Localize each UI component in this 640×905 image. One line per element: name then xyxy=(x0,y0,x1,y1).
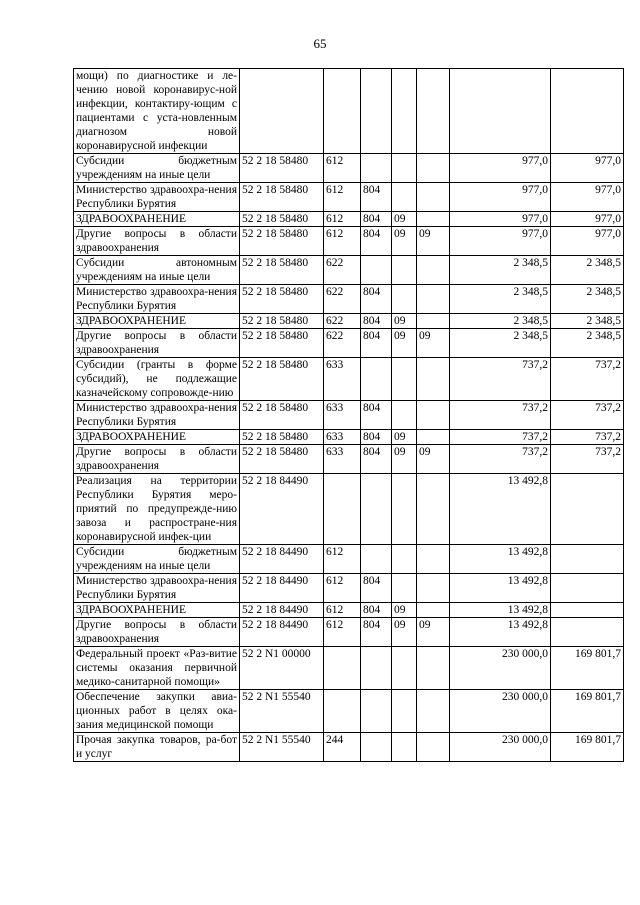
expense-type-cell: 612 xyxy=(324,183,361,212)
administrator-cell xyxy=(361,545,392,574)
target-code-cell: 52 2 18 58480 xyxy=(240,314,324,329)
amount-1-cell: 13 492,8 xyxy=(450,474,551,545)
target-code-cell: 52 2 18 58480 xyxy=(240,430,324,445)
table-body xyxy=(74,69,624,762)
budget-table xyxy=(73,68,624,762)
section-cell: 09 xyxy=(392,445,417,474)
administrator-cell xyxy=(361,154,392,183)
table-row xyxy=(74,430,624,445)
amount-1-cell: 2 348,5 xyxy=(450,285,551,314)
expense-type-cell xyxy=(324,474,361,545)
table-row xyxy=(74,647,624,690)
administrator-cell xyxy=(361,358,392,401)
expense-type-cell: 244 xyxy=(324,733,361,762)
expense-type-cell: 633 xyxy=(324,430,361,445)
page-number: 65 xyxy=(313,36,327,51)
table-row xyxy=(74,603,624,618)
target-code-cell xyxy=(240,69,324,154)
row-name-cell: Другие вопросы в области здравоохранения xyxy=(74,618,240,647)
expense-type-cell xyxy=(324,690,361,733)
table-row xyxy=(74,618,624,647)
section-cell xyxy=(392,545,417,574)
amount-2-cell: 737,2 xyxy=(551,401,624,430)
subsection-cell xyxy=(417,733,450,762)
table-row xyxy=(74,690,624,733)
amount-2-cell: 2 348,5 xyxy=(551,256,624,285)
table-row xyxy=(74,69,624,154)
table-row xyxy=(74,154,624,183)
expense-type-cell: 622 xyxy=(324,329,361,358)
target-code-cell: 52 2 18 84490 xyxy=(240,603,324,618)
amount-2-cell: 977,0 xyxy=(551,212,624,227)
target-code-cell: 52 2 18 84490 xyxy=(240,474,324,545)
section-cell: 09 xyxy=(392,329,417,358)
amount-1-cell: 737,2 xyxy=(450,445,551,474)
table-row xyxy=(74,733,624,762)
expense-type-cell: 612 xyxy=(324,574,361,603)
amount-1-cell xyxy=(450,69,551,154)
amount-1-cell: 977,0 xyxy=(450,154,551,183)
administrator-cell xyxy=(361,733,392,762)
amount-2-cell: 737,2 xyxy=(551,358,624,401)
administrator-cell: 804 xyxy=(361,445,392,474)
administrator-cell: 804 xyxy=(361,183,392,212)
row-name-cell: ЗДРАВООХРАНЕНИЕ xyxy=(74,603,240,618)
subsection-cell xyxy=(417,154,450,183)
subsection-cell xyxy=(417,474,450,545)
table-row xyxy=(74,183,624,212)
subsection-cell xyxy=(417,69,450,154)
expense-type-cell: 612 xyxy=(324,603,361,618)
section-cell: 09 xyxy=(392,227,417,256)
expense-type-cell: 633 xyxy=(324,445,361,474)
amount-1-cell: 13 492,8 xyxy=(450,618,551,647)
row-name-cell: Министерство здравоохра-нения Республики Бурятия xyxy=(74,401,240,430)
target-code-cell: 52 2 N1 55540 xyxy=(240,733,324,762)
subsection-cell: 09 xyxy=(417,227,450,256)
expense-type-cell: 612 xyxy=(324,618,361,647)
administrator-cell: 804 xyxy=(361,212,392,227)
amount-1-cell: 230 000,0 xyxy=(450,733,551,762)
amount-2-cell: 169 801,7 xyxy=(551,733,624,762)
row-name-cell: Субсидии бюджетным учреждениям на иные цели xyxy=(74,154,240,183)
table-row xyxy=(74,212,624,227)
amount-1-cell: 977,0 xyxy=(450,212,551,227)
target-code-cell: 52 2 18 58480 xyxy=(240,183,324,212)
table-row xyxy=(74,474,624,545)
amount-1-cell: 13 492,8 xyxy=(450,545,551,574)
administrator-cell: 804 xyxy=(361,574,392,603)
amount-1-cell: 977,0 xyxy=(450,183,551,212)
expense-type-cell: 612 xyxy=(324,545,361,574)
subsection-cell xyxy=(417,212,450,227)
amount-1-cell: 977,0 xyxy=(450,227,551,256)
section-cell xyxy=(392,733,417,762)
section-cell: 09 xyxy=(392,430,417,445)
target-code-cell: 52 2 18 58480 xyxy=(240,227,324,256)
table-row xyxy=(74,445,624,474)
section-cell xyxy=(392,256,417,285)
target-code-cell: 52 2 18 84490 xyxy=(240,545,324,574)
amount-1-cell: 13 492,8 xyxy=(450,603,551,618)
administrator-cell: 804 xyxy=(361,285,392,314)
row-name-cell: Субсидии (гранты в форме субсидий), не подлежащие казначейскому сопровожде-нию xyxy=(74,358,240,401)
subsection-cell xyxy=(417,690,450,733)
amount-1-cell: 2 348,5 xyxy=(450,314,551,329)
expense-type-cell xyxy=(324,69,361,154)
expense-type-cell: 612 xyxy=(324,154,361,183)
amount-1-cell: 2 348,5 xyxy=(450,329,551,358)
subsection-cell: 09 xyxy=(417,445,450,474)
amount-2-cell xyxy=(551,603,624,618)
section-cell xyxy=(392,647,417,690)
expense-type-cell: 622 xyxy=(324,256,361,285)
administrator-cell xyxy=(361,69,392,154)
expense-type-cell: 633 xyxy=(324,358,361,401)
amount-2-cell: 737,2 xyxy=(551,445,624,474)
administrator-cell xyxy=(361,474,392,545)
amount-1-cell: 230 000,0 xyxy=(450,690,551,733)
amount-1-cell: 230 000,0 xyxy=(450,647,551,690)
row-name-cell: Прочая закупка товаров, ра-бот и услуг xyxy=(74,733,240,762)
amount-2-cell: 977,0 xyxy=(551,227,624,256)
administrator-cell xyxy=(361,690,392,733)
subsection-cell xyxy=(417,358,450,401)
section-cell xyxy=(392,574,417,603)
administrator-cell: 804 xyxy=(361,314,392,329)
table-row xyxy=(74,401,624,430)
expense-type-cell: 622 xyxy=(324,285,361,314)
subsection-cell xyxy=(417,285,450,314)
row-name-cell: Реализация на территории Республики Бурятия меро-приятий по предупрежде-нию завоза и распростране-ния коронавирусной инфек-ции xyxy=(74,474,240,545)
table-row xyxy=(74,329,624,358)
amount-2-cell: 169 801,7 xyxy=(551,690,624,733)
subsection-cell xyxy=(417,574,450,603)
row-name-cell: Министерство здравоохра-нения Республики Бурятия xyxy=(74,574,240,603)
amount-2-cell: 977,0 xyxy=(551,183,624,212)
row-name-cell: ЗДРАВООХРАНЕНИЕ xyxy=(74,430,240,445)
section-cell xyxy=(392,154,417,183)
amount-1-cell: 737,2 xyxy=(450,401,551,430)
section-cell: 09 xyxy=(392,212,417,227)
table-row xyxy=(74,314,624,329)
amount-2-cell xyxy=(551,574,624,603)
row-name-cell: Другие вопросы в области здравоохранения xyxy=(74,227,240,256)
target-code-cell: 52 2 18 58480 xyxy=(240,329,324,358)
amount-2-cell xyxy=(551,545,624,574)
target-code-cell: 52 2 18 58480 xyxy=(240,212,324,227)
administrator-cell: 804 xyxy=(361,227,392,256)
section-cell xyxy=(392,690,417,733)
row-name-cell: ЗДРАВООХРАНЕНИЕ xyxy=(74,212,240,227)
amount-2-cell: 2 348,5 xyxy=(551,314,624,329)
row-name-cell: Обеспечение закупки авиа-ционных работ в целях ока-зания медицинской помощи xyxy=(74,690,240,733)
subsection-cell xyxy=(417,183,450,212)
subsection-cell xyxy=(417,401,450,430)
target-code-cell: 52 2 18 58480 xyxy=(240,358,324,401)
amount-2-cell: 737,2 xyxy=(551,430,624,445)
row-name-cell: Федеральный проект «Раз-витие системы оказания первичной медико-санитарной помощи» xyxy=(74,647,240,690)
row-name-cell: Субсидии бюджетным учреждениям на иные цели xyxy=(74,545,240,574)
amount-2-cell: 169 801,7 xyxy=(551,647,624,690)
section-cell xyxy=(392,474,417,545)
expense-type-cell xyxy=(324,647,361,690)
row-name-cell: ЗДРАВООХРАНЕНИЕ xyxy=(74,314,240,329)
administrator-cell: 804 xyxy=(361,603,392,618)
amount-1-cell: 737,2 xyxy=(450,358,551,401)
table-row xyxy=(74,574,624,603)
amount-2-cell xyxy=(551,474,624,545)
subsection-cell xyxy=(417,603,450,618)
row-name-cell: мощи) по диагностике и ле-чению новой коронавирус-ной инфекции, контактиру-ющим с пациентами с уста-новленным диагнозом новой коронавирусной инфекции xyxy=(74,69,240,154)
section-cell xyxy=(392,358,417,401)
row-name-cell: Другие вопросы в области здравоохранения xyxy=(74,445,240,474)
table-row xyxy=(74,256,624,285)
expense-type-cell: 612 xyxy=(324,227,361,256)
target-code-cell: 52 2 18 58480 xyxy=(240,256,324,285)
amount-1-cell: 737,2 xyxy=(450,430,551,445)
section-cell: 09 xyxy=(392,618,417,647)
target-code-cell: 52 2 N1 00000 xyxy=(240,647,324,690)
administrator-cell: 804 xyxy=(361,618,392,647)
expense-type-cell: 622 xyxy=(324,314,361,329)
section-cell: 09 xyxy=(392,603,417,618)
section-cell xyxy=(392,183,417,212)
target-code-cell: 52 2 18 58480 xyxy=(240,401,324,430)
subsection-cell xyxy=(417,256,450,285)
amount-1-cell: 13 492,8 xyxy=(450,574,551,603)
amount-1-cell: 2 348,5 xyxy=(450,256,551,285)
target-code-cell: 52 2 18 84490 xyxy=(240,618,324,647)
section-cell xyxy=(392,69,417,154)
table-row xyxy=(74,545,624,574)
target-code-cell: 52 2 18 58480 xyxy=(240,154,324,183)
row-name-cell: Министерство здравоохра-нения Республики Бурятия xyxy=(74,183,240,212)
target-code-cell: 52 2 18 58480 xyxy=(240,285,324,314)
subsection-cell xyxy=(417,545,450,574)
target-code-cell: 52 2 N1 55540 xyxy=(240,690,324,733)
administrator-cell xyxy=(361,256,392,285)
target-code-cell: 52 2 18 84490 xyxy=(240,574,324,603)
table-row xyxy=(74,227,624,256)
row-name-cell: Субсидии автономным учреждениям на иные цели xyxy=(74,256,240,285)
row-name-cell: Министерство здравоохра-нения Республики Бурятия xyxy=(74,285,240,314)
administrator-cell: 804 xyxy=(361,329,392,358)
table-row xyxy=(74,285,624,314)
row-name-cell: Другие вопросы в области здравоохранения xyxy=(74,329,240,358)
subsection-cell xyxy=(417,430,450,445)
expense-type-cell: 612 xyxy=(324,212,361,227)
amount-2-cell xyxy=(551,69,624,154)
target-code-cell: 52 2 18 58480 xyxy=(240,445,324,474)
administrator-cell xyxy=(361,647,392,690)
table-row xyxy=(74,358,624,401)
amount-2-cell: 2 348,5 xyxy=(551,285,624,314)
subsection-cell: 09 xyxy=(417,618,450,647)
amount-2-cell: 2 348,5 xyxy=(551,329,624,358)
section-cell: 09 xyxy=(392,314,417,329)
subsection-cell xyxy=(417,314,450,329)
subsection-cell: 09 xyxy=(417,329,450,358)
subsection-cell xyxy=(417,647,450,690)
administrator-cell: 804 xyxy=(361,430,392,445)
amount-2-cell: 977,0 xyxy=(551,154,624,183)
section-cell xyxy=(392,401,417,430)
administrator-cell: 804 xyxy=(361,401,392,430)
section-cell xyxy=(392,285,417,314)
expense-type-cell: 633 xyxy=(324,401,361,430)
amount-2-cell xyxy=(551,618,624,647)
